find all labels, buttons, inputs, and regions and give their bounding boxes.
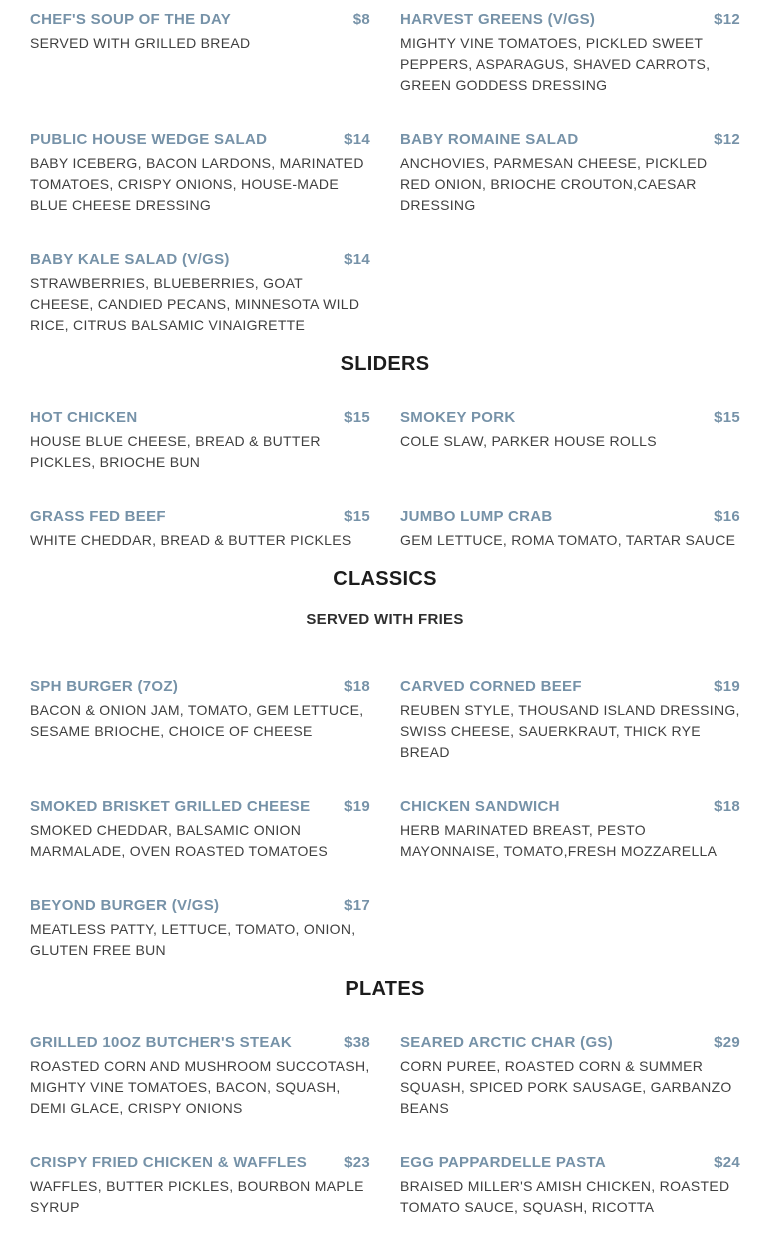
item-header [30,8,370,31]
section-sliders [30,406,740,551]
item-price: $15 [344,508,370,525]
section-subheading-served-with-fries: SERVED WITH FRIES [306,611,464,628]
menu-item-baby-kale-salad [30,248,370,336]
item-price: $24 [714,1154,740,1171]
item-header [400,8,740,31]
item-header [400,795,740,818]
menu-item-wedge-salad [30,128,370,216]
item-price: $14 [344,131,370,148]
section-plates [30,1031,740,1218]
menu-item-grass-fed-beef [30,505,370,551]
item-header [400,128,740,151]
item-price: $8 [352,11,370,28]
item-header [400,1031,740,1054]
item-price: $18 [714,798,740,815]
item-name: JUMBO LUMP CRAB [400,508,553,525]
menu-item-butchers-steak [30,1031,370,1119]
item-name: SMOKED BRISKET GRILLED CHEESE [30,798,311,815]
item-price: $12 [714,131,740,148]
item-price: $29 [714,1034,740,1051]
section-heading-plates: PLATES [345,978,425,1000]
item-name: BABY ROMAINE SALAD [400,131,579,148]
item-header [30,406,370,429]
item-header [400,1151,740,1174]
item-name: GRILLED 10OZ BUTCHER'S STEAK [30,1034,292,1051]
item-header [400,505,740,528]
menu-item-harvest-greens [400,8,740,96]
item-price: $23 [344,1154,370,1171]
item-name: BEYOND BURGER (V/GS) [30,897,220,914]
item-description: SERVED WITH GRILLED BREAD [30,35,251,51]
section-classics [30,675,740,961]
item-header [30,248,370,271]
item-price: $19 [344,798,370,815]
item-header [30,1151,370,1174]
item-description: MEATLESS PATTY, LETTUCE, TOMATO, ONION, GLUTEN FREE BUN [30,921,356,958]
item-header [30,1031,370,1054]
item-name: PUBLIC HOUSE WEDGE SALAD [30,131,268,148]
menu-item-beyond-burger [30,894,370,961]
menu-item-jumbo-lump-crab [400,505,740,551]
item-description: BABY ICEBERG, BACON LARDONS, MARINATED TOMATOES, CRISPY ONIONS, HOUSE-MADE BLUE CHEESE DRESSING [30,155,364,213]
item-description: BACON & ONION JAM, TOMATO, GEM LETTUCE, SESAME BRIOCHE, CHOICE OF CHEESE [30,702,364,739]
menu-item-egg-pappardelle-pasta [400,1151,740,1218]
item-price: $18 [344,678,370,695]
section-heading-classics: CLASSICS [333,568,437,590]
item-header [30,505,370,528]
item-name: BABY KALE SALAD (V/GS) [30,251,230,268]
section-starters [30,8,740,336]
item-description: COLE SLAW, PARKER HOUSE ROLLS [400,433,657,449]
item-name: CHICKEN SANDWICH [400,798,560,815]
menu-item-fried-chicken-waffles [30,1151,370,1218]
item-price: $15 [714,409,740,426]
item-name: HARVEST GREENS (V/GS) [400,11,596,28]
item-description: GEM LETTUCE, ROMA TOMATO, TARTAR SAUCE [400,532,736,548]
item-description: HERB MARINATED BREAST, PESTO MAYONNAISE, TOMATO,FRESH MOZZARELLA [400,822,718,859]
menu-item-hot-chicken [30,406,370,473]
item-description: MIGHTY VINE TOMATOES, PICKLED SWEET PEPPERS, ASPARAGUS, SHAVED CARROTS, GREEN GODDESS DRESSING [400,35,711,93]
item-name: CRISPY FRIED CHICKEN & WAFFLES [30,1154,308,1171]
menu-item-smoked-brisket-grilled-cheese [30,795,370,862]
item-description: STRAWBERRIES, BLUEBERRIES, GOAT CHEESE, CANDIED PECANS, MINNESOTA WILD RICE, CITRUS BALSAMIC VINAIGRETTE [30,275,360,333]
item-price: $15 [344,409,370,426]
item-header [30,675,370,698]
item-price: $17 [344,897,370,914]
item-price: $14 [344,251,370,268]
item-description: SMOKED CHEDDAR, BALSAMIC ONION MARMALADE, OVEN ROASTED TOMATOES [30,822,328,859]
item-description: HOUSE BLUE CHEESE, BREAD & BUTTER PICKLES, BRIOCHE BUN [30,433,321,470]
item-description: REUBEN STYLE, THOUSAND ISLAND DRESSING, SWISS CHEESE, SAUERKRAUT, THICK RYE BREAD [400,702,740,760]
item-price: $12 [714,11,740,28]
item-header [400,675,740,698]
menu-item-carved-corned-beef [400,675,740,763]
item-header [30,128,370,151]
item-header [30,795,370,818]
menu-item-seared-arctic-char [400,1031,740,1119]
item-name: CARVED CORNED BEEF [400,678,582,695]
item-name: GRASS FED BEEF [30,508,166,525]
item-header [400,406,740,429]
item-description: WHITE CHEDDAR, BREAD & BUTTER PICKLES [30,532,352,548]
item-name: HOT CHICKEN [30,409,138,426]
item-name: SEARED ARCTIC CHAR (GS) [400,1034,614,1051]
menu-item-chicken-sandwich [400,795,740,862]
item-description: CORN PUREE, ROASTED CORN & SUMMER SQUASH, SPICED PORK SAUSAGE, GARBANZO BEANS [400,1058,732,1116]
item-name: EGG PAPPARDELLE PASTA [400,1154,607,1171]
item-name: SMOKEY PORK [400,409,516,426]
item-description: WAFFLES, BUTTER PICKLES, BOURBON MAPLE SYRUP [30,1178,364,1215]
section-heading-sliders: SLIDERS [340,353,430,375]
item-price: $38 [344,1034,370,1051]
item-description: ANCHOVIES, PARMESAN CHEESE, PICKLED RED ONION, BRIOCHE CROUTON,CAESAR DRESSING [400,155,708,213]
item-name: SPH BURGER (7OZ) [30,678,179,695]
item-name: CHEF'S SOUP OF THE DAY [30,11,232,28]
menu-item-chefs-soup [30,8,370,54]
item-description: BRAISED MILLER'S AMISH CHICKEN, ROASTED TOMATO SAUCE, SQUASH, RICOTTA [400,1178,730,1215]
item-price: $19 [714,678,740,695]
item-header [30,894,370,917]
menu-item-baby-romaine-salad [400,128,740,216]
item-price: $16 [714,508,740,525]
item-description: ROASTED CORN AND MUSHROOM SUCCOTASH, MIGHTY VINE TOMATOES, BACON, SQUASH, DEMI GLACE, CRISPY ONIONS [30,1058,370,1116]
menu-item-sph-burger [30,675,370,742]
menu-item-smokey-pork [400,406,740,452]
